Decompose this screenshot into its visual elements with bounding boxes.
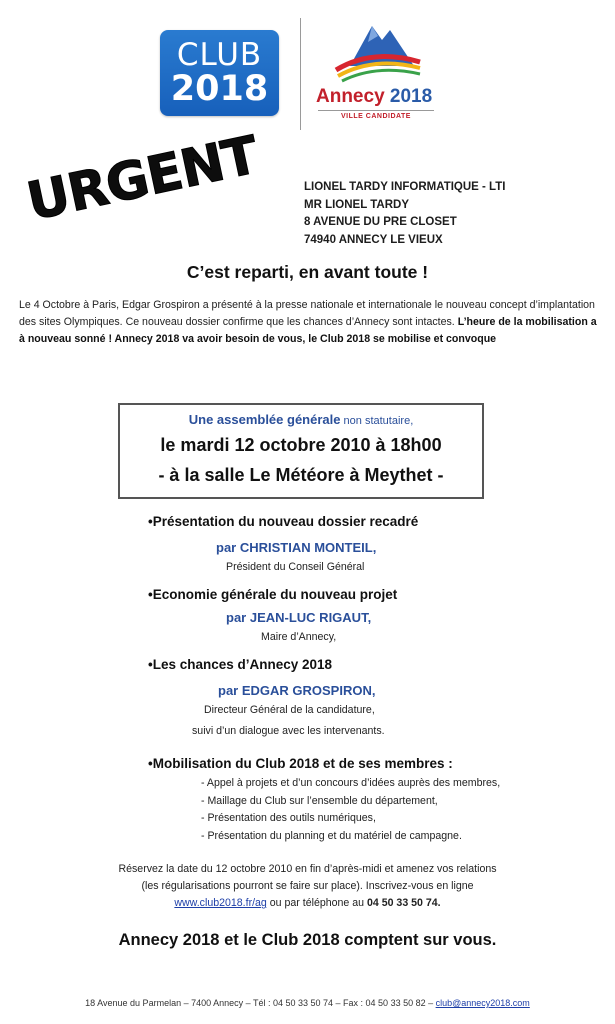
phone-prefix: ou par téléphone au <box>266 897 367 909</box>
dialogue-note: suivi d’un dialogue avec les intervenants. <box>192 725 385 737</box>
agenda-item-role: Directeur Général de la candidature, <box>204 704 375 716</box>
agenda-item-title: •Economie générale du nouveau projet <box>148 587 398 602</box>
footer-email-link[interactable]: club@annecy2018.com <box>435 998 530 1008</box>
urgent-stamp: URGENT <box>22 125 263 233</box>
mobilisation-item: - Maillage du Club sur l’ensemble du département, <box>201 794 438 807</box>
intro-text: Le 4 Octobre à Paris, Edgar Grospiron a présenté à la presse nationale et internationale le nouveau concept d’implantation des sites Olympiques. Ce nouveau dossier confirme que les chances d’Annecy sont intactes. <box>19 299 595 328</box>
assembly-box <box>118 403 484 499</box>
logo-divider <box>300 18 301 130</box>
agenda-item-role: Président du Conseil Général <box>226 561 365 573</box>
mobilisation-item: - Présentation du planning et du matériel de campagne. <box>201 829 462 842</box>
agenda-item-speaker: par CHRISTIAN MONTEIL, <box>216 540 377 555</box>
annecy-word: Annecy <box>316 86 385 107</box>
address-line: 8 AVENUE DU PRE CLOSET <box>304 216 457 228</box>
agenda-item-speaker: par JEAN-LUC RIGAUT, <box>226 610 372 625</box>
agenda-item-title: •Les chances d’Annecy 2018 <box>148 657 333 672</box>
headline: C’est reparti, en avant toute ! <box>186 262 429 282</box>
reservation-line: (les régularisations pourront se faire sur place). Inscrivez-vous en ligne <box>141 880 474 892</box>
mobilisation-title: •Mobilisation du Club 2018 et de ses membres : <box>148 756 453 771</box>
agenda-item-speaker: par EDGAR GROSPIRON, <box>218 683 376 698</box>
annecy-year: 2018 <box>389 86 433 107</box>
assembly-title-normal: non statutaire, <box>340 415 414 427</box>
address-line: MR LIONEL TARDY <box>304 198 409 211</box>
club-2018-logo <box>160 30 279 116</box>
club-logo-line2: 2018 <box>170 69 269 109</box>
mobilisation-list <box>201 775 500 845</box>
footer-text: 18 Avenue du Parmelan – 7400 Annecy – Tél : 04 50 33 50 74 – Fax : 04 50 33 50 82 – <box>85 998 436 1008</box>
ville-divider <box>318 110 434 111</box>
footer <box>0 998 615 1008</box>
closing-line: Annecy 2018 et le Club 2018 comptent sur vous. <box>118 931 497 949</box>
address-line: 74940 ANNECY LE VIEUX <box>304 233 443 246</box>
assembly-title-bold: Une assemblée générale <box>188 412 341 427</box>
registration-link[interactable]: www.club2018.fr/ag <box>174 897 267 909</box>
reservation-line: Réservez la date du 12 octobre 2010 en fin d’après-midi et amenez vos relations <box>118 863 497 875</box>
mobilisation-item: - Présentation des outils numériques, <box>201 812 376 824</box>
assembly-venue: - à la salle Le Météore à Meythet - <box>158 465 444 485</box>
address-line: LIONEL TARDY INFORMATIQUE - LTI <box>304 181 506 193</box>
mobilisation-item: - Appel à projets et d’un concours d’idées auprès des membres, <box>201 777 501 789</box>
reservation-block <box>0 861 615 912</box>
intro-bold-text: L’heure de la mobilisation a à nouveau sonné ! Annecy 2018 va avoir besoin de vous, le Club 2018 se mobilise et convoque <box>19 315 597 345</box>
reservation-contact <box>0 895 615 912</box>
club-logo-line1: CLUB <box>176 37 263 73</box>
phone-number: 04 50 33 50 74. <box>366 897 441 909</box>
annecy-2018-wordmark <box>316 86 446 108</box>
agenda-item-role: Maire d’Annecy, <box>261 631 337 643</box>
recipient-address <box>304 179 505 249</box>
agenda-item-title: •Présentation du nouveau dossier recadré <box>148 514 419 529</box>
annecy-mountain-logo-icon <box>332 22 422 84</box>
intro-paragraph <box>19 297 600 347</box>
assembly-date: le mardi 12 octobre 2010 à 18h00 <box>160 435 442 455</box>
assembly-title <box>120 412 482 427</box>
ville-candidate-label: VILLE CANDIDATE <box>341 113 411 120</box>
